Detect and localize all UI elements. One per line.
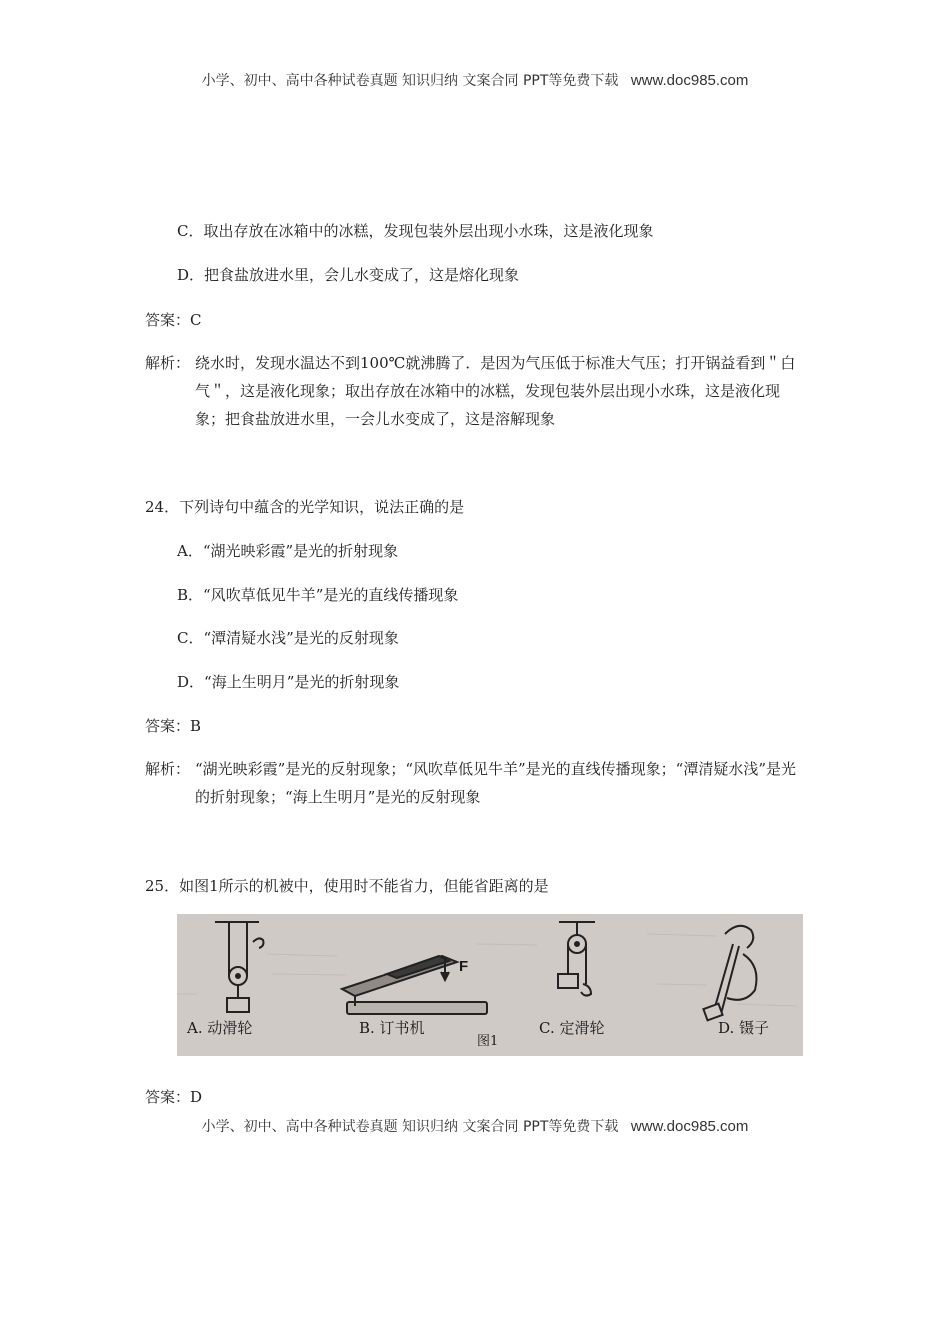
q24-option-d: D．“海上生明月”是光的折射现象 [177, 673, 400, 691]
footer-text: 小学、初中、高中各种试卷真题 知识归纳 文案合同 PPT等免费下载 [201, 1119, 619, 1135]
analysis-label: 解析： [145, 354, 191, 372]
page-header [0, 70, 950, 90]
footer-url[interactable]: www.doc985.com [630, 1118, 749, 1135]
fixed-pulley-illustration [558, 922, 595, 996]
analysis-label: 解析： [145, 760, 191, 778]
figure-label-d: D. 镊子 [718, 1019, 770, 1037]
analysis-text: “湖光映彩霞”是光的反射现象；“风吹草低见牛羊”是光的直线传播现象；“潭清疑水浅”是光的折射现象；“海上生明月”是光的反射现象 [195, 760, 797, 806]
tweezers-illustration [703, 926, 756, 1021]
q24-option-b: B．“风吹草低见牛羊”是光的直线传播现象 [177, 586, 459, 604]
analysis-text: 绕水时，发现水温达不到100℃就沸腾了．是因为气压低于标准大气压；打开锅益看到＂白气＂，这是液化现象；取出存放在冰箱中的冰糕，发现包装外层出现小水珠，这是液化现象；把食盐放进水里，一会儿水变成了，这是溶解现象 [195, 354, 796, 428]
page-footer [0, 1116, 950, 1136]
q23-option-d: D．把食盐放进水里，会儿水变成了，这是熔化现象 [177, 266, 520, 284]
figure-1-simple-machines [177, 914, 803, 1056]
header-text: 小学、初中、高中各种试卷真题 知识归纳 文案合同 PPT等免费下载 [201, 73, 619, 89]
q24-option-c: C．“潭清疑水浅”是光的反射现象 [177, 629, 399, 647]
figure-label-b: B. 订书机 [359, 1019, 425, 1037]
movable-pulley-illustration [215, 922, 264, 1012]
force-label: F [459, 958, 469, 975]
q23-option-c: C．取出存放在冰箱中的冰糕，发现包装外层出现小水珠，这是液化现象 [177, 222, 654, 240]
figure-label-a: A. 动滑轮 [187, 1019, 253, 1037]
header-url[interactable]: www.doc985.com [630, 72, 749, 89]
q24-stem: 24．下列诗句中蕴含的光学知识，说法正确的是 [145, 498, 465, 516]
q24-option-a: A．“湖光映彩霞”是光的折射现象 [177, 542, 399, 560]
q24-answer: 答案：B [145, 717, 202, 735]
q23-answer: 答案：C [145, 311, 202, 329]
figure-label-c: C. 定滑轮 [539, 1019, 605, 1037]
figure-caption: 图1 [477, 1034, 499, 1049]
q23-analysis [145, 349, 805, 433]
q24-analysis [145, 755, 805, 811]
q25-stem: 25．如图1所示的机被中，使用时不能省力，但能省距离的是 [145, 877, 549, 895]
q25-answer: 答案：D [145, 1088, 203, 1106]
